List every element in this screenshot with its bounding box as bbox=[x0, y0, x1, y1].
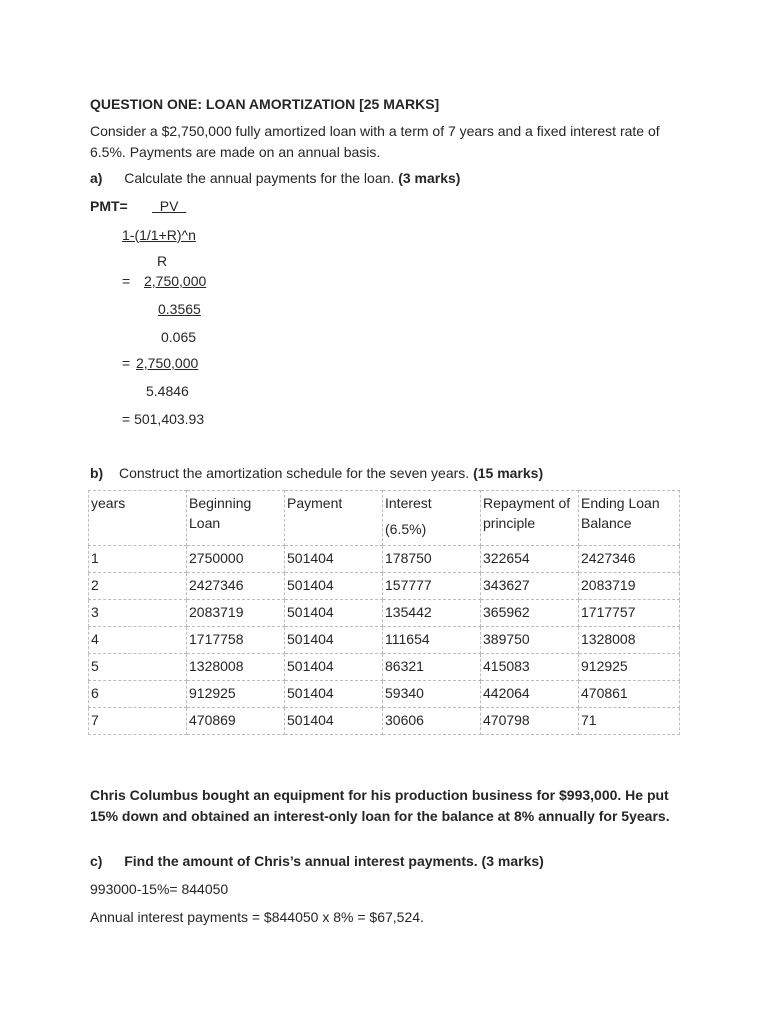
denominator-1: 0.3565 bbox=[158, 301, 201, 317]
table-row bbox=[89, 573, 680, 600]
cell-repayment: 343627 bbox=[481, 573, 579, 600]
cell-payment: 501404 bbox=[285, 627, 383, 654]
pv-numerator bbox=[152, 196, 186, 216]
cell-repayment: 365962 bbox=[481, 600, 579, 627]
cell-beginning-loan: 470869 bbox=[187, 708, 285, 735]
cell-interest: 111654 bbox=[383, 627, 481, 654]
cell-interest: 86321 bbox=[383, 654, 481, 681]
table-row bbox=[89, 708, 680, 735]
cell-ending-balance: 2083719 bbox=[579, 573, 680, 600]
question-one-title: QUESTION ONE: LOAN AMORTIZATION [25 MARKS] bbox=[90, 96, 440, 112]
cell-beginning-loan: 2083719 bbox=[187, 600, 285, 627]
cell-year: 1 bbox=[89, 546, 187, 573]
cell-payment: 501404 bbox=[285, 654, 383, 681]
header-interest: Interest (6.5%) bbox=[383, 491, 481, 546]
cell-interest: 59340 bbox=[383, 681, 481, 708]
cell-year: 6 bbox=[89, 681, 187, 708]
interest-rate-value: 0.065 bbox=[161, 329, 197, 345]
part-a-label: a) bbox=[90, 170, 103, 186]
cell-beginning-loan: 2750000 bbox=[187, 546, 285, 573]
pmt-label: PMT= bbox=[90, 198, 128, 214]
cell-beginning-loan: 912925 bbox=[187, 681, 285, 708]
part-b-marks: (15 marks) bbox=[473, 465, 544, 481]
cell-repayment: 415083 bbox=[481, 654, 579, 681]
cell-payment: 501404 bbox=[285, 708, 383, 735]
numerator-2: 2,750,000 bbox=[136, 355, 199, 371]
part-a-marks: (3 marks) bbox=[398, 170, 461, 186]
cell-year: 2 bbox=[89, 573, 187, 600]
cell-beginning-loan: 1717758 bbox=[187, 627, 285, 654]
table-row bbox=[89, 546, 680, 573]
cell-payment: 501404 bbox=[285, 681, 383, 708]
cell-repayment: 389750 bbox=[481, 627, 579, 654]
cell-payment: 501404 bbox=[285, 546, 383, 573]
cell-year: 5 bbox=[89, 654, 187, 681]
part-c bbox=[90, 851, 544, 871]
header-beginning-loan: Beginning Loan bbox=[187, 491, 285, 546]
part-b-text: Construct the amortization schedule for the seven years. bbox=[119, 465, 470, 481]
denominator-2: 5.4846 bbox=[146, 383, 189, 399]
part-a bbox=[90, 168, 460, 188]
cell-ending-balance: 470861 bbox=[579, 681, 680, 708]
cell-beginning-loan: 1328008 bbox=[187, 654, 285, 681]
numerator-1: 2,750,000 bbox=[144, 273, 207, 289]
cell-repayment: 322654 bbox=[481, 546, 579, 573]
header-repayment: Repayment of principle bbox=[481, 491, 579, 546]
annuity-formula: 1-(1/1+R)^n bbox=[122, 227, 196, 243]
amortization-table bbox=[88, 490, 680, 735]
part-c-label: c) bbox=[90, 853, 103, 869]
part-c-text: Find the amount of Chris’s annual interest payments. (3 marks) bbox=[124, 853, 544, 869]
cell-year: 4 bbox=[89, 627, 187, 654]
chris-intro: Chris Columbus bought an equipment for his production business for $993,000. He put 15% down and obtained an interest-only loan for the balance at 8% annually for 5years. bbox=[90, 787, 670, 824]
part-a-text: Calculate the annual payments for the loan. bbox=[124, 170, 395, 186]
cell-interest: 178750 bbox=[383, 546, 481, 573]
cell-payment: 501404 bbox=[285, 600, 383, 627]
payment-result: = 501,403.93 bbox=[122, 411, 205, 427]
cell-ending-balance: 1717757 bbox=[579, 600, 680, 627]
cell-ending-balance: 2427346 bbox=[579, 546, 680, 573]
cell-ending-balance: 912925 bbox=[579, 654, 680, 681]
part-b bbox=[90, 463, 543, 483]
annual-interest-calc: Annual interest payments = $844050 x 8% = $67,524. bbox=[90, 909, 424, 925]
header-payment: Payment bbox=[285, 491, 383, 546]
cell-repayment: 470798 bbox=[481, 708, 579, 735]
table-header-row bbox=[89, 491, 680, 546]
pv-text: PV bbox=[159, 198, 179, 214]
table-row bbox=[89, 654, 680, 681]
down-payment-calc: 993000-15%= 844050 bbox=[90, 881, 229, 897]
cell-ending-balance: 1328008 bbox=[579, 627, 680, 654]
question-one-intro: Consider a $2,750,000 fully amortized loan with a term of 7 years and a fixed interest rate of 6.5%. Payments are made on an annual basis. bbox=[90, 123, 660, 160]
table-row bbox=[89, 681, 680, 708]
equals-1: = bbox=[122, 273, 131, 289]
header-ending-balance: Ending Loan Balance bbox=[579, 491, 680, 546]
cell-interest: 30606 bbox=[383, 708, 481, 735]
cell-ending-balance: 71 bbox=[579, 708, 680, 735]
cell-payment: 501404 bbox=[285, 573, 383, 600]
cell-beginning-loan: 2427346 bbox=[187, 573, 285, 600]
part-b-label: b) bbox=[90, 465, 104, 481]
header-years: years bbox=[89, 491, 187, 546]
cell-year: 7 bbox=[89, 708, 187, 735]
cell-repayment: 442064 bbox=[481, 681, 579, 708]
cell-interest: 157777 bbox=[383, 573, 481, 600]
equals-2: = bbox=[122, 355, 131, 371]
cell-year: 3 bbox=[89, 600, 187, 627]
cell-interest: 135442 bbox=[383, 600, 481, 627]
rate-symbol: R bbox=[157, 253, 168, 269]
table-row bbox=[89, 627, 680, 654]
table-row bbox=[89, 600, 680, 627]
